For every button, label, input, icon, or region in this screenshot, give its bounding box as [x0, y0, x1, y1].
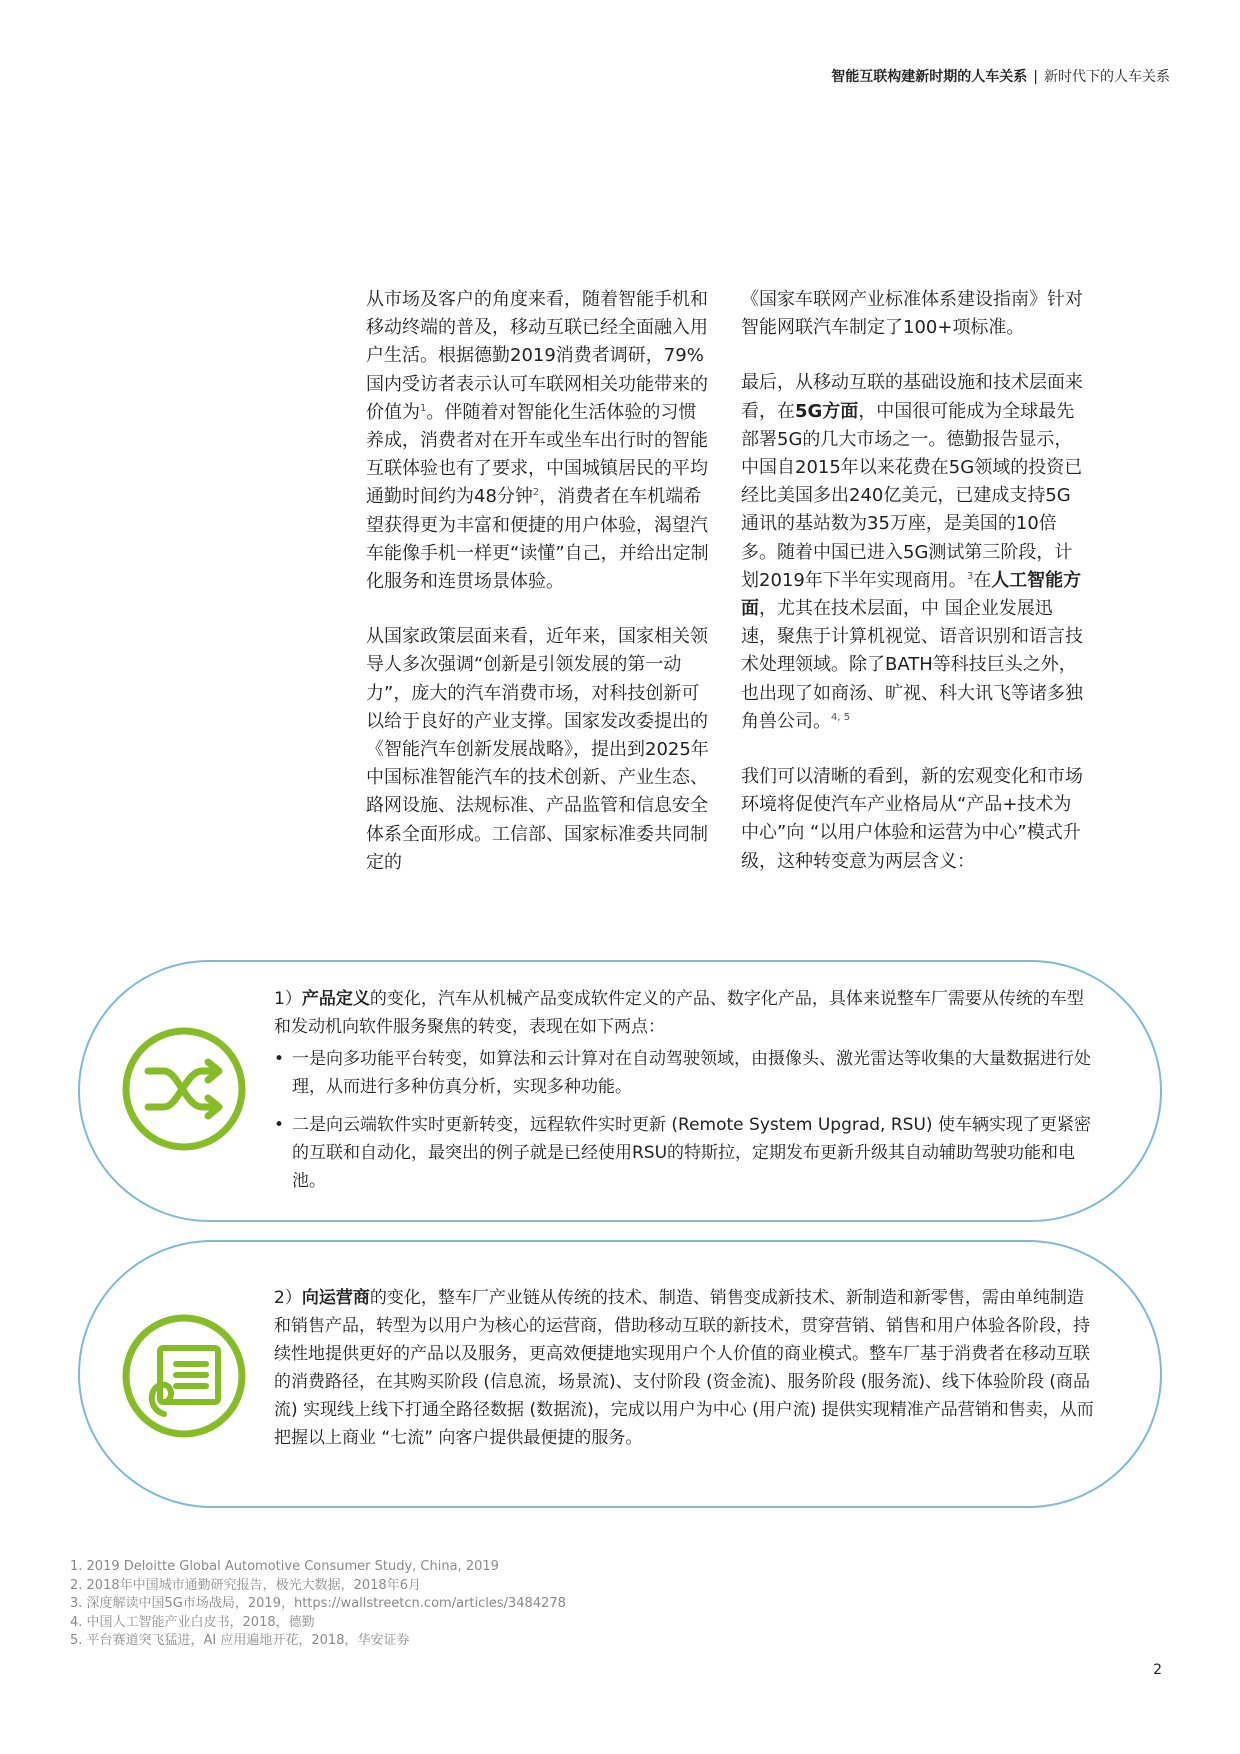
- right-paragraph-3: 我们可以清晰的看到，新的宏观变化和市场环境将促使汽车产业格局从“产品+技术为中心”向 “以用户体验和运营为中心”模式升级，这种转变意为两层含义：: [741, 766, 1083, 872]
- left-column: [366, 286, 711, 904]
- footnote-3: 3. 深度解读中国5G市场战局，2019，https://wallstreetcn.com/articles/3484278: [70, 1596, 566, 1611]
- keyword-operator: 向运营商: [301, 1288, 370, 1308]
- callout-box-product-definition: [78, 960, 1162, 1222]
- footnote-ref-2[interactable]: 2: [532, 487, 540, 499]
- footnote-4: 4. 中国人工智能产业白皮书，2018，德勤: [70, 1614, 315, 1630]
- bullet-icon: •: [274, 1115, 285, 1135]
- keyword-ai: 人工智能方面: [741, 569, 1082, 620]
- page-number: 2: [1153, 1662, 1162, 1678]
- callout-intro-2: 2）向运营商的变化，整车厂产业链从传统的技术、制造、销售变成新技术、新制造和新零售，需由单纯制造和销售产品，转型为以用户为核心的运营商，借助移动互联的新技术，贯穿营销、销售和用户体验各阶段，持续性地提供更好的产品以及服务，更高效便捷地实现用户个人价值的商业模式。整车厂基于消费者在移动互联的消费路径，在其购买阶段 (信息流，场景流)、支付阶段 (资金流)、服务阶段 (服务流)、线下体验阶段 (商品流) 实现线上线下打通全路径数据 (数据流)，完成以用户为中心 (用户流) 提供实现精准产品营销和售卖，从而把握以上商业 “七流” 向客户提供最便捷的服务。: [274, 1288, 1094, 1448]
- callout-intro-1: 1）产品定义的变化，汽车从机械产品变成软件定义的产品、数字化产品，具体来说整车厂需要从传统的车型和发动机向软件服务聚焦的转变，表现在如下两点：: [274, 989, 1084, 1037]
- right-paragraph-2: 最后，从移动互联的基础设施和技术层面来看，在5G方面，中国很可能成为全球最先部署5G的几大市场之一。德勤报告显示，中国自2015年以来花费在5G领域的投资已经比美国多出240亿美元，已建成支持5G通讯的基站数为35万座，是美国的10倍多。随着中国已进入5G测试第三阶段，计划2019年下半年实现商用。$^3$在人工智能方面，尤其在技术层面，中 国企业发展迅速，聚焦于计算机视觉、语音识别和语言技术处理领域。除了BATH等科技巨头之外，也出现了如商汤、旷视、科大讯飞等诸多独角兽公司。$^{4, 5}$: [741, 372, 1083, 732]
- bullet-icon: •: [274, 1049, 285, 1069]
- list-item: • 一是向多功能平台转变，如算法和云计算对在自动驾驶领域，由摄像头、激光雷达等收集的大量数据进行处理，从而进行多种仿真分析，实现多种功能。: [274, 1045, 1100, 1101]
- footnote-ref-4-5[interactable]: 4, 5: [831, 711, 851, 723]
- header-title: 智能互联构建新时期的人车关系: [831, 69, 1028, 85]
- left-paragraph-2: 从国家政策层面来看，近年来，国家相关领导人多次强调“创新是引领发展的第一动力”，庞大的汽车消费市场，对科技创新可以给于良好的产业支撑。国家发改委提出的《智能汽车创新发展战略》，提出到2025年中国标准智能汽车的技术创新、产业生态、路网设施、法规标准、产品监管和信息安全体系全面形成。工信部、国家标准委共同制定的: [366, 626, 709, 873]
- right-column: [741, 286, 1086, 903]
- callout-text-1: [274, 985, 1100, 1195]
- keyword-5g: 5G方面: [795, 400, 859, 422]
- footnote-5: 5. 平台赛道突飞猛进，AI 应用遍地开花，2018，华安证券: [70, 1633, 410, 1648]
- footnote-1: 1. 2019 Deloitte Global Automotive Consumer Study, China, 2019: [70, 1559, 499, 1574]
- right-paragraph-1: 《国家车联网产业标准体系建设指南》针对智能网联汽车制定了100+项标准。: [741, 289, 1083, 339]
- footnotes: [70, 1558, 566, 1651]
- callout-text-2: [274, 1284, 1100, 1452]
- header-subtitle: 新时代下的人车关系: [1044, 69, 1170, 85]
- footnote-ref-1[interactable]: 1: [420, 402, 427, 414]
- service-card-icon: [120, 1312, 248, 1440]
- running-header: [831, 66, 1170, 86]
- footnote-ref-3[interactable]: 3: [966, 570, 974, 582]
- left-paragraph-1: 从市场及客户的角度来看，随着智能手机和移动终端的普及，移动互联已经全面融入用户生活。根据德勤2019消费者调研，79%国内受访者表示认可车联网相关功能带来的价值为$^1$。伴随着对智能化生活体验的习惯养成，消费者对在开车或坐车出行时的智能互联体验也有了要求，中国城镇居民的平均通勤时间约为48分钟$^2$，消费者在车机端希望获得更为丰富和便捷的用户体验，渴望汽车能像手机一样更“读懂”自己，并给出定制化服务和连贯场景体验。: [366, 289, 709, 593]
- keyword-product-definition: 产品定义: [301, 989, 370, 1009]
- footnote-2: 2. 2018年中国城市通勤研究报告，极光大数据，2018年6月: [70, 1577, 421, 1593]
- shuffle-arrows-icon: [120, 1025, 248, 1153]
- header-separator: |: [1033, 69, 1038, 85]
- list-item: • 二是向云端软件实时更新转变，远程软件实时更新 (Remote System Upgrad, RSU) 使车辆实现了更紧密的互联和自动化，最突出的例子就是已经使用RSU的特斯拉，定期发布更新升级其自动辅助驾驶功能和电池。: [274, 1111, 1100, 1195]
- callout-box-operator: [78, 1240, 1162, 1508]
